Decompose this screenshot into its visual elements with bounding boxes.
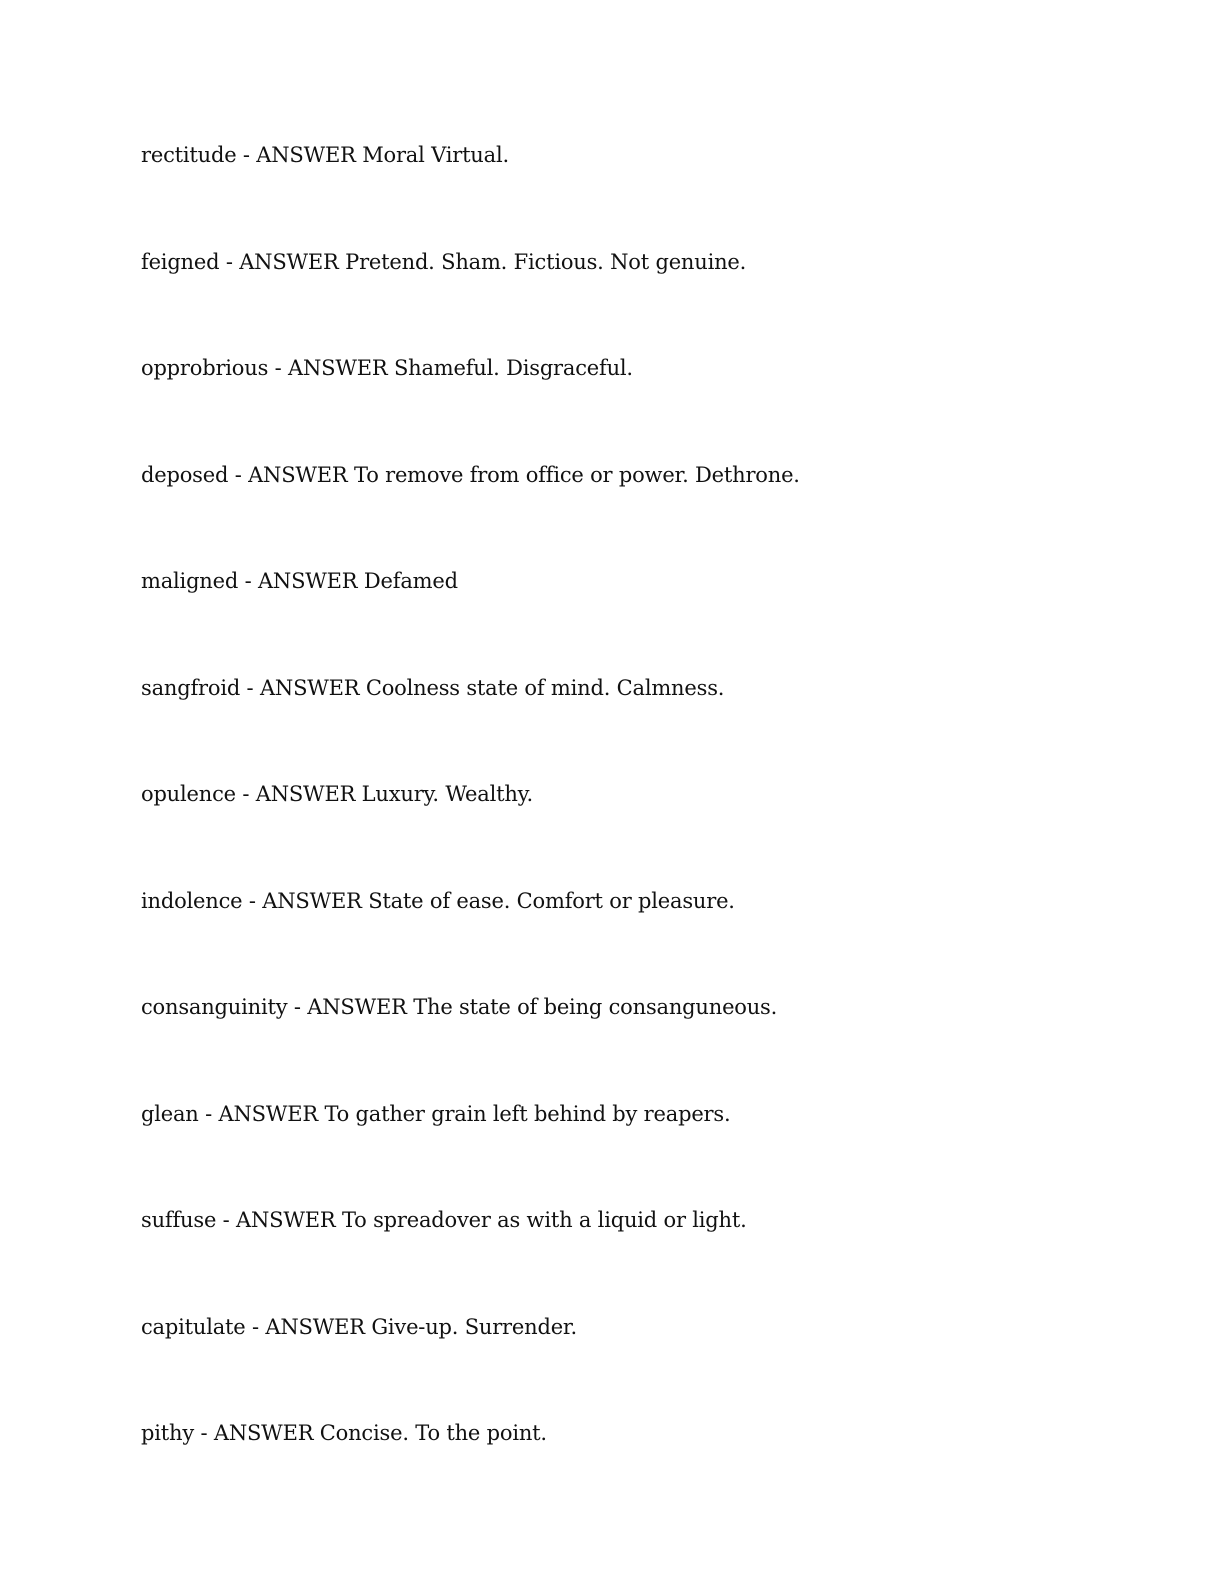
- entry-term: pithy: [141, 1421, 194, 1445]
- entry-answer-label: ANSWER: [257, 569, 358, 593]
- entry-definition: The state of being consanguneous.: [413, 995, 778, 1019]
- list-item: [141, 1418, 800, 1525]
- entry-definition: State of ease. Comfort or pleasure.: [368, 888, 735, 913]
- entry-answer-label: ANSWER: [218, 1101, 318, 1126]
- entry-term: opulence: [141, 782, 236, 806]
- entry-answer-label: ANSWER: [213, 1421, 314, 1445]
- entry-answer-label: ANSWER: [259, 675, 360, 700]
- entry-definition: To gather grain left behind by reapers.: [324, 1101, 731, 1126]
- list-item: [141, 460, 800, 567]
- entry-separator: -: [268, 356, 289, 380]
- entry-separator: -: [240, 675, 260, 700]
- entry-answer-label: ANSWER: [236, 1208, 336, 1232]
- entry-answer-label: ANSWER: [288, 356, 388, 380]
- entry-term: consanguinity: [141, 995, 288, 1019]
- entry-separator: -: [194, 1421, 214, 1445]
- entry-term: deposed: [141, 462, 229, 487]
- entry-term: sangfroid: [141, 675, 241, 700]
- entry-definition: To remove from office or power. Dethrone.: [354, 462, 800, 487]
- entry-definition: Moral Virtual.: [362, 143, 509, 167]
- entry-separator: -: [228, 462, 249, 487]
- entry-answer-label: ANSWER: [248, 462, 348, 487]
- list-item: [141, 353, 800, 460]
- list-item: [141, 140, 800, 247]
- list-item: [141, 673, 800, 780]
- entry-separator: -: [287, 995, 308, 1019]
- entry-answer-label: ANSWER: [307, 995, 407, 1019]
- list-item: [141, 1099, 800, 1206]
- entry-definition: Luxury. Wealthy.: [361, 782, 534, 806]
- entry-definition: Defamed: [363, 569, 458, 593]
- vocabulary-list: [141, 140, 800, 1525]
- entry-separator: -: [216, 1208, 237, 1232]
- entry-definition: Concise. To the point.: [319, 1421, 547, 1445]
- entry-separator: -: [238, 569, 258, 593]
- entry-separator: -: [198, 1101, 219, 1126]
- entry-term: suffuse: [141, 1208, 217, 1232]
- entry-term: rectitude: [141, 143, 237, 167]
- list-item: [141, 1205, 800, 1312]
- entry-term: opprobrious: [141, 356, 269, 380]
- entry-term: indolence: [141, 888, 243, 913]
- entry-definition: Shameful. Disgraceful.: [393, 356, 633, 380]
- entry-answer-label: ANSWER: [256, 143, 356, 167]
- entry-term: glean: [141, 1101, 199, 1126]
- entry-definition: Coolness state of mind. Calmness.: [365, 675, 725, 700]
- list-item: [141, 566, 800, 673]
- list-item: [141, 247, 800, 354]
- list-item: [141, 1312, 800, 1419]
- entry-answer-label: ANSWER: [239, 249, 339, 274]
- entry-definition: To spreadover as with a liquid or light.: [341, 1208, 747, 1232]
- entry-term: capitulate: [141, 1314, 246, 1339]
- entry-definition: Give-up. Surrender.: [371, 1314, 577, 1339]
- entry-separator: -: [236, 143, 257, 167]
- entry-answer-label: ANSWER: [255, 782, 356, 806]
- entry-answer-label: ANSWER: [265, 1314, 365, 1339]
- entry-answer-label: ANSWER: [262, 888, 362, 913]
- entry-separator: -: [219, 249, 240, 274]
- entry-term: feigned: [141, 249, 220, 274]
- entry-definition: Pretend. Sham. Fictious. Not genuine.: [345, 249, 747, 274]
- entry-separator: -: [245, 1314, 266, 1339]
- list-item: [141, 992, 800, 1099]
- list-item: [141, 886, 800, 993]
- list-item: [141, 779, 800, 886]
- entry-term: maligned: [141, 569, 239, 593]
- entry-separator: -: [235, 782, 256, 806]
- entry-separator: -: [242, 888, 263, 913]
